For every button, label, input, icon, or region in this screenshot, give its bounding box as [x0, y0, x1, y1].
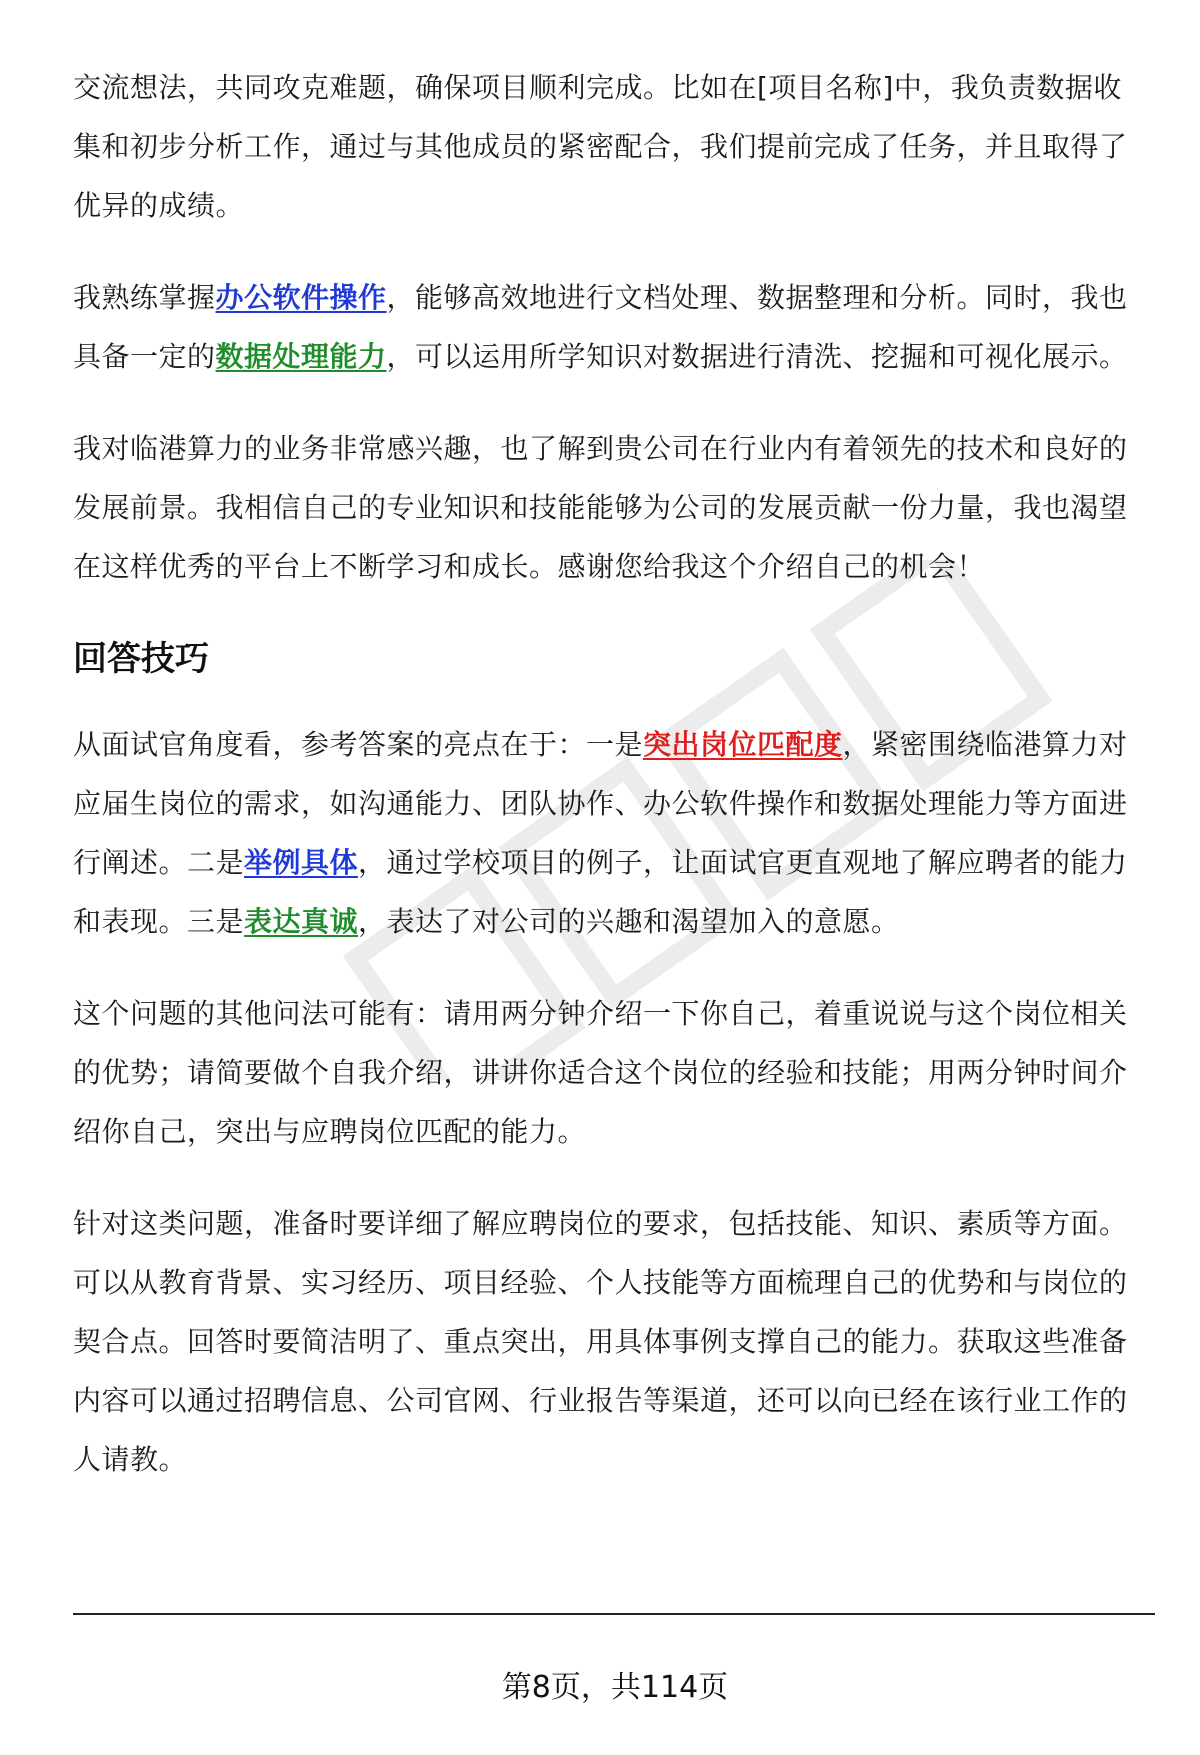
paragraph-alternative-questions: 这个问题的其他问法可能有：请用两分钟介绍一下你自己，着重说说与这个岗位相关的优势；请简要做个自我介绍，讲讲你适合这个岗位的经验和技能；用两分钟时间介绍你自己，突出与应聘岗位匹配的能力。 [73, 997, 1128, 1148]
paragraph-text: ，表达了对公司的兴趣和渴望加入的意愿。 [358, 905, 900, 938]
paragraph-text: ，通过学校项目的例子，让面试官更直观地了解应聘者的能力和表现。三是 [73, 846, 1128, 938]
highlight-sincere-expression: 表达真诚 [244, 905, 359, 938]
paragraph-teamwork: 交流想法，共同攻克难题，确保项目顺利完成。比如在[项目名称]中，我负责数据收集和初步分析工作，通过与其他成员的紧密配合，我们提前完成了任务，并且取得了优异的成绩。 [73, 71, 1128, 222]
highlight-office-software: 办公软件操作 [215, 281, 387, 314]
paragraph-text: 我熟练掌握 [73, 281, 216, 314]
highlight-specific-examples: 举例具体 [244, 846, 359, 879]
paragraph-preparation-advice: 针对这类问题，准备时要详细了解应聘岗位的要求，包括技能、知识、素质等方面。可以从教育背景、实习经历、项目经验、个人技能等方面梳理自己的优势和与岗位的契合点。回答时要简洁明了、重点突出，用具体事例支撑自己的能力。获取这些准备内容可以通过招聘信息、公司官网、行业报告等渠道，还可以向已经在该行业工作的人请教。 [73, 1207, 1128, 1476]
paragraph-interviewer-view [73, 715, 1148, 951]
section-heading-answer-tips: 回答技巧 [73, 639, 209, 679]
highlight-job-match: 突出岗位匹配度 [643, 728, 843, 761]
paragraph-text: ，紧密围绕临港算力对应届生岗位的需求，如沟通能力、团队协作、办公软件操作和数据处理能力等方面进行阐述。二是 [73, 728, 1128, 879]
footer-divider [73, 1613, 1155, 1615]
paragraph-text: 从面试官角度看，参考答案的亮点在于：一是 [73, 728, 644, 761]
paragraph-text: ，可以运用所学知识对数据进行清洗、挖掘和可视化展示。 [386, 340, 1128, 373]
paragraph-text: ，能够高效地进行文档处理、数据整理和分析。同时，我也具备一定的 [73, 281, 1128, 373]
paragraph-motivation: 我对临港算力的业务非常感兴趣，也了解到贵公司在行业内有着领先的技术和良好的发展前景。我相信自己的专业知识和技能能够为公司的发展贡献一份力量，我也渴望在这样优秀的平台上不断学习和成长。感谢您给我这个介绍自己的机会！ [73, 432, 1128, 583]
paragraph-skills [73, 268, 1148, 386]
page-indicator: 第8页，共114页 [501, 1670, 729, 1705]
highlight-data-processing: 数据处理能力 [215, 340, 387, 373]
document-body [73, 58, 1148, 1522]
